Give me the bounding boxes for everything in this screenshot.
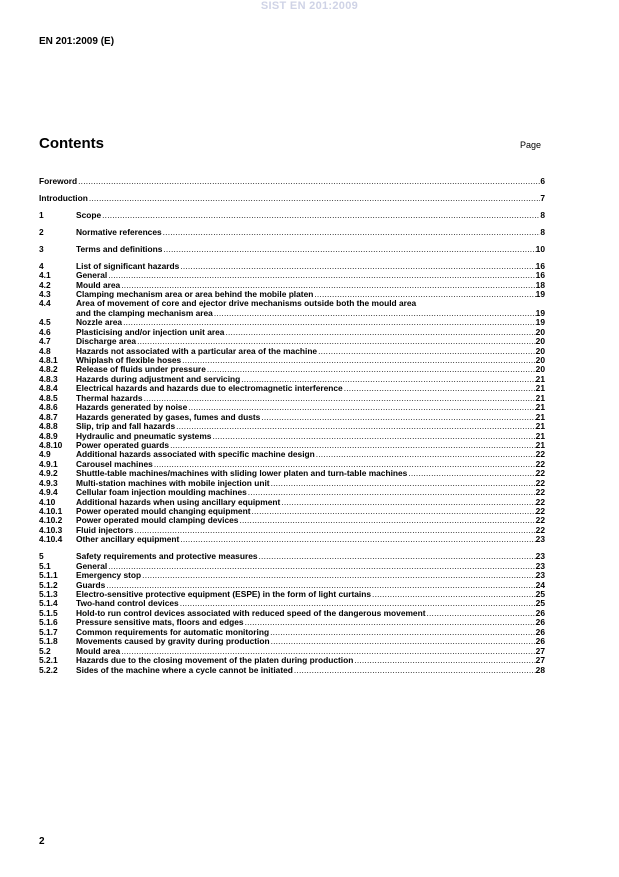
toc-entry-title: Additional hazards associated with specific machine design — [76, 449, 315, 460]
toc-entry-number: 5.1.5 — [39, 607, 58, 618]
toc-entry-title: Pressure sensitive mats, floors and edges — [76, 617, 244, 628]
toc-entry-number: 5 — [39, 551, 44, 562]
toc-entry-number: 4.10.1 — [39, 506, 63, 517]
page-number: 2 — [39, 836, 45, 847]
toc-entry-title: Area of movement of core and ejector drive mechanisms outside both the mould area — [76, 298, 417, 309]
toc-entry-leader — [77, 177, 540, 186]
toc-entry-page: 21 — [535, 411, 545, 422]
toc-entry-number: 4.9.2 — [39, 468, 58, 479]
page-column-label: Page — [520, 140, 542, 150]
toc-entry-title: Hazards due to the closing movement of the platen during production — [76, 655, 354, 666]
toc-entry[interactable] — [39, 552, 545, 561]
toc-entry-number: 4.8.10 — [39, 439, 63, 450]
toc-entry-leader — [133, 526, 535, 535]
toc-entry-title: Hazards generated by gases, fumes and dusts — [76, 411, 261, 422]
toc-entry-leader — [206, 365, 536, 374]
toc-entry-number: 5.1.1 — [39, 570, 58, 581]
toc-entry-leader — [88, 194, 540, 203]
toc-entry-leader — [101, 211, 540, 220]
toc-entry-title: Thermal hazards — [76, 392, 143, 403]
toc-entry-page: 21 — [535, 421, 545, 432]
toc-entry-leader — [280, 498, 535, 507]
toc-entry[interactable] — [39, 228, 545, 237]
toc-entry-title: Movements caused by gravity during production — [76, 636, 270, 647]
toc-entry-page: 21 — [535, 373, 545, 384]
toc-entry-page: 21 — [535, 430, 545, 441]
toc-entry-title: Slip, trip and fall hazards — [76, 421, 176, 432]
toc-entry-title: Sides of the machine where a cycle cannot be initiated — [76, 664, 293, 675]
toc-entry-page: 16 — [535, 270, 545, 281]
toc-entry-number: 5.2.1 — [39, 655, 58, 666]
toc-entry-title: Shuttle-table machines/machines with sliding lower platen and turn-table machines — [76, 468, 408, 479]
toc-entry-page: 10 — [535, 243, 545, 254]
toc-entry-number: 4.10.3 — [39, 524, 63, 535]
toc-entry-number: 4.8.4 — [39, 383, 58, 394]
toc-entry-leader — [371, 590, 536, 599]
toc-entry-number: 5.1.2 — [39, 579, 58, 590]
toc-entry-page: 22 — [535, 468, 545, 479]
toc-entry-page: 27 — [535, 655, 545, 666]
toc-entry-page: 20 — [535, 355, 545, 366]
toc-entry-number: 1 — [39, 209, 44, 220]
toc-entry[interactable] — [39, 571, 545, 580]
toc-entry-title: Guards — [76, 579, 106, 590]
toc-entry-leader — [247, 488, 536, 497]
toc-entry-title: Introduction — [39, 192, 88, 203]
toc-entry-number: 4.9.4 — [39, 487, 58, 498]
toc-entry-title: Carousel machines — [76, 458, 153, 469]
toc-entry-title: Foreword — [39, 175, 78, 186]
toc-entry-page: 27 — [535, 645, 545, 656]
toc-entry-number: 5.1.7 — [39, 626, 58, 637]
toc-entry[interactable] — [39, 299, 545, 318]
toc-entry-title: Common requirements for automatic monitoring — [76, 626, 270, 637]
toc-entry-leader — [181, 356, 536, 365]
toc-entry-leader — [179, 535, 535, 544]
table-of-contents — [39, 177, 545, 675]
toc-entry-number: 4.4 — [39, 298, 51, 309]
page-title: Contents — [39, 135, 104, 152]
toc-entry-title: Electrical hazards and hazards due to electromagnetic interference — [76, 383, 343, 394]
toc-entry-page: 22 — [535, 477, 545, 488]
toc-entry-leader — [244, 618, 536, 627]
toc-entry-page: 28 — [535, 664, 545, 675]
toc-entry-number: 5.1.3 — [39, 589, 58, 600]
toc-entry-page: 21 — [535, 383, 545, 394]
toc-entry-title: Safety requirements and protective measures — [76, 551, 258, 562]
toc-entry-page: 24 — [535, 579, 545, 590]
toc-entry-page: 25 — [535, 598, 545, 609]
toc-entry-number: 5.1.4 — [39, 598, 58, 609]
toc-entry-leader — [353, 656, 535, 665]
toc-entry-page: 26 — [535, 636, 545, 647]
toc-entry-title: Hydraulic and pneumatic systems — [76, 430, 212, 441]
toc-entry-number: 5.1.6 — [39, 617, 58, 628]
toc-entry-title: Additional hazards when using ancillary equipment — [76, 496, 281, 507]
toc-entry-title: General — [76, 270, 108, 281]
toc-entry-leader — [317, 347, 536, 356]
toc-entry-page: 8 — [540, 226, 545, 237]
toc-entry-leader — [260, 413, 535, 422]
toc-entry-title: Fluid injectors — [76, 524, 134, 535]
toc-entry-leader — [175, 422, 536, 431]
toc-entry-number: 5.2 — [39, 645, 51, 656]
toc-entry-title: Hazards generated by noise — [76, 402, 188, 413]
toc-entry-number: 4.9.3 — [39, 477, 58, 488]
toc-entry-page: 26 — [535, 617, 545, 628]
toc-entry-title: Power operated guards — [76, 439, 170, 450]
toc-entry-page: 18 — [535, 279, 545, 290]
toc-entry-page: 19 — [535, 317, 545, 328]
toc-entry-leader — [162, 228, 541, 237]
toc-entry-leader — [213, 309, 536, 318]
toc-entry-leader — [269, 628, 536, 637]
toc-entry-number: 4.9 — [39, 449, 51, 460]
toc-entry-title: Mould area — [76, 279, 121, 290]
toc-entry-title: Power operated mould clamping devices — [76, 515, 239, 526]
toc-entry-number: 5.1.8 — [39, 636, 58, 647]
toc-entry-page: 19 — [535, 288, 545, 299]
toc-entry-number: 4 — [39, 260, 44, 271]
toc-entry-leader — [107, 271, 535, 280]
toc-entry-title: Electro-sensitive protective equipment (ESPE) in the form of light curtains — [76, 589, 372, 600]
toc-entry-number: 5.1 — [39, 560, 51, 571]
toc-entry-number: 4.8.1 — [39, 355, 58, 366]
toc-entry[interactable] — [39, 211, 545, 220]
toc-entry-title: Release of fluids under pressure — [76, 364, 206, 375]
toc-entry-page: 22 — [535, 449, 545, 460]
toc-entry-number: 4.2 — [39, 279, 51, 290]
document-identifier: EN 201:2009 (E) — [39, 36, 115, 47]
toc-entry-number: 4.6 — [39, 326, 51, 337]
toc-entry-page: 22 — [535, 487, 545, 498]
toc-entry-number: 4.5 — [39, 317, 51, 328]
toc-entry-number: 4.8.8 — [39, 421, 58, 432]
toc-entry-number: 2 — [39, 226, 44, 237]
toc-entry-leader — [293, 666, 536, 675]
toc-entry-number: 4.10.2 — [39, 515, 63, 526]
toc-entry-page: 20 — [535, 364, 545, 375]
toc-entry-page: 26 — [535, 626, 545, 637]
toc-entry-title: Hazards during adjustment and servicing — [76, 373, 241, 384]
toc-entry[interactable] — [39, 194, 545, 203]
toc-entry-page: 22 — [535, 458, 545, 469]
toc-entry-leader — [258, 552, 536, 561]
toc-entry-number: 4.8.5 — [39, 392, 58, 403]
toc-entry-title: Emergency stop — [76, 570, 142, 581]
toc-entry-title: Discharge area — [76, 336, 137, 347]
toc-entry-page: 16 — [535, 260, 545, 271]
toc-entry-title: Multi-station machines with mobile injection unit — [76, 477, 270, 488]
toc-entry-page: 22 — [535, 506, 545, 517]
toc-entry-leader — [143, 394, 536, 403]
toc-entry-page: 26 — [535, 607, 545, 618]
toc-entry-page: 8 — [540, 209, 545, 220]
toc-entry-number: 4.10.4 — [39, 534, 63, 545]
toc-entry-title: Power operated mould changing equipment — [76, 506, 251, 517]
toc-entry-page: 22 — [535, 515, 545, 526]
toc-entry-title: Whiplash of flexible hoses — [76, 355, 182, 366]
toc-entry-number: 5.2.2 — [39, 664, 58, 675]
toc-entry-number: 4.8.2 — [39, 364, 58, 375]
toc-entry-page: 21 — [535, 392, 545, 403]
toc-entry-page: 21 — [535, 439, 545, 450]
toc-entry-leader — [211, 432, 535, 441]
toc-entry-title: Cellular foam injection moulding machines — [76, 487, 247, 498]
toc-entry-leader — [141, 571, 536, 580]
toc-entry-title: Other ancillary equipment — [76, 534, 180, 545]
toc-entry-number: 4.7 — [39, 336, 51, 347]
toc-entry-leader — [315, 450, 536, 459]
toc-entry-number: 4.9.1 — [39, 458, 58, 469]
toc-entry-leader — [162, 245, 535, 254]
toc-entry-title: Plasticising and/or injection unit area — [76, 326, 225, 337]
toc-entry-leader — [426, 609, 536, 618]
toc-entry-title: Scope — [76, 209, 102, 220]
toc-entry-number: 4.8.3 — [39, 373, 58, 384]
toc-entry-title: Two-hand control devices — [76, 598, 179, 609]
toc-entry-page: 21 — [535, 402, 545, 413]
toc-entry-page: 23 — [535, 560, 545, 571]
toc-entry-leader — [179, 262, 535, 271]
watermark: SIST EN 201:2009 — [260, 0, 359, 12]
toc-entry[interactable] — [39, 666, 545, 675]
toc-entry-number: 4.3 — [39, 288, 51, 299]
toc-entry-page: 19 — [535, 307, 545, 318]
toc-entry-number: 3 — [39, 243, 44, 254]
toc-entry-page: 20 — [535, 326, 545, 337]
toc-entry-title: Clamping mechanism area or area behind the mobile platen — [76, 288, 314, 299]
toc-entry-leader — [224, 328, 535, 337]
toc-entry-number: 4.1 — [39, 270, 51, 281]
toc-entry-page: 6 — [540, 175, 545, 186]
toc-entry-leader — [251, 507, 536, 516]
toc-entry-number: 4.8.7 — [39, 411, 58, 422]
toc-entry-page: 22 — [535, 524, 545, 535]
toc-entry-page: 22 — [535, 496, 545, 507]
toc-entry-number: 4.10 — [39, 496, 56, 507]
toc-entry-number: 4.8 — [39, 345, 51, 356]
toc-entry[interactable] — [39, 177, 545, 186]
toc-entry[interactable] — [39, 262, 545, 271]
toc-entry-title: List of significant hazards — [76, 260, 180, 271]
toc-entry-leader — [407, 469, 535, 478]
toc-entry-leader — [270, 479, 536, 488]
toc-entry-page: 20 — [535, 336, 545, 347]
toc-entry-number: 4.8.6 — [39, 402, 58, 413]
toc-entry-title-continued: and the clamping mechanism area — [76, 307, 213, 318]
toc-entry-leader — [107, 562, 535, 571]
toc-entry[interactable] — [39, 535, 545, 544]
toc-entry-page: 7 — [540, 192, 545, 203]
toc-entry-leader — [343, 384, 536, 393]
toc-entry-page: 20 — [535, 345, 545, 356]
toc-entry-title: Mould area — [76, 645, 121, 656]
toc-entry-title: Hazards not associated with a particular area of the machine — [76, 345, 318, 356]
toc-entry-title: Hold-to run control devices associated with reduced speed of the dangerous movement — [76, 607, 426, 618]
toc-entry-page: 23 — [535, 534, 545, 545]
toc-entry-title: Terms and definitions — [76, 243, 163, 254]
toc-entry-title: General — [76, 560, 108, 571]
toc-entry-page: 23 — [535, 551, 545, 562]
toc-entry-leader — [270, 637, 536, 646]
toc-entry-title: Nozzle area — [76, 317, 123, 328]
toc-entry-leader — [238, 516, 535, 525]
toc-entry-title: Normative references — [76, 226, 162, 237]
toc-entry[interactable] — [39, 245, 545, 254]
toc-entry-page: 25 — [535, 589, 545, 600]
toc-entry-page: 23 — [535, 570, 545, 581]
toc-entry-number: 4.8.9 — [39, 430, 58, 441]
